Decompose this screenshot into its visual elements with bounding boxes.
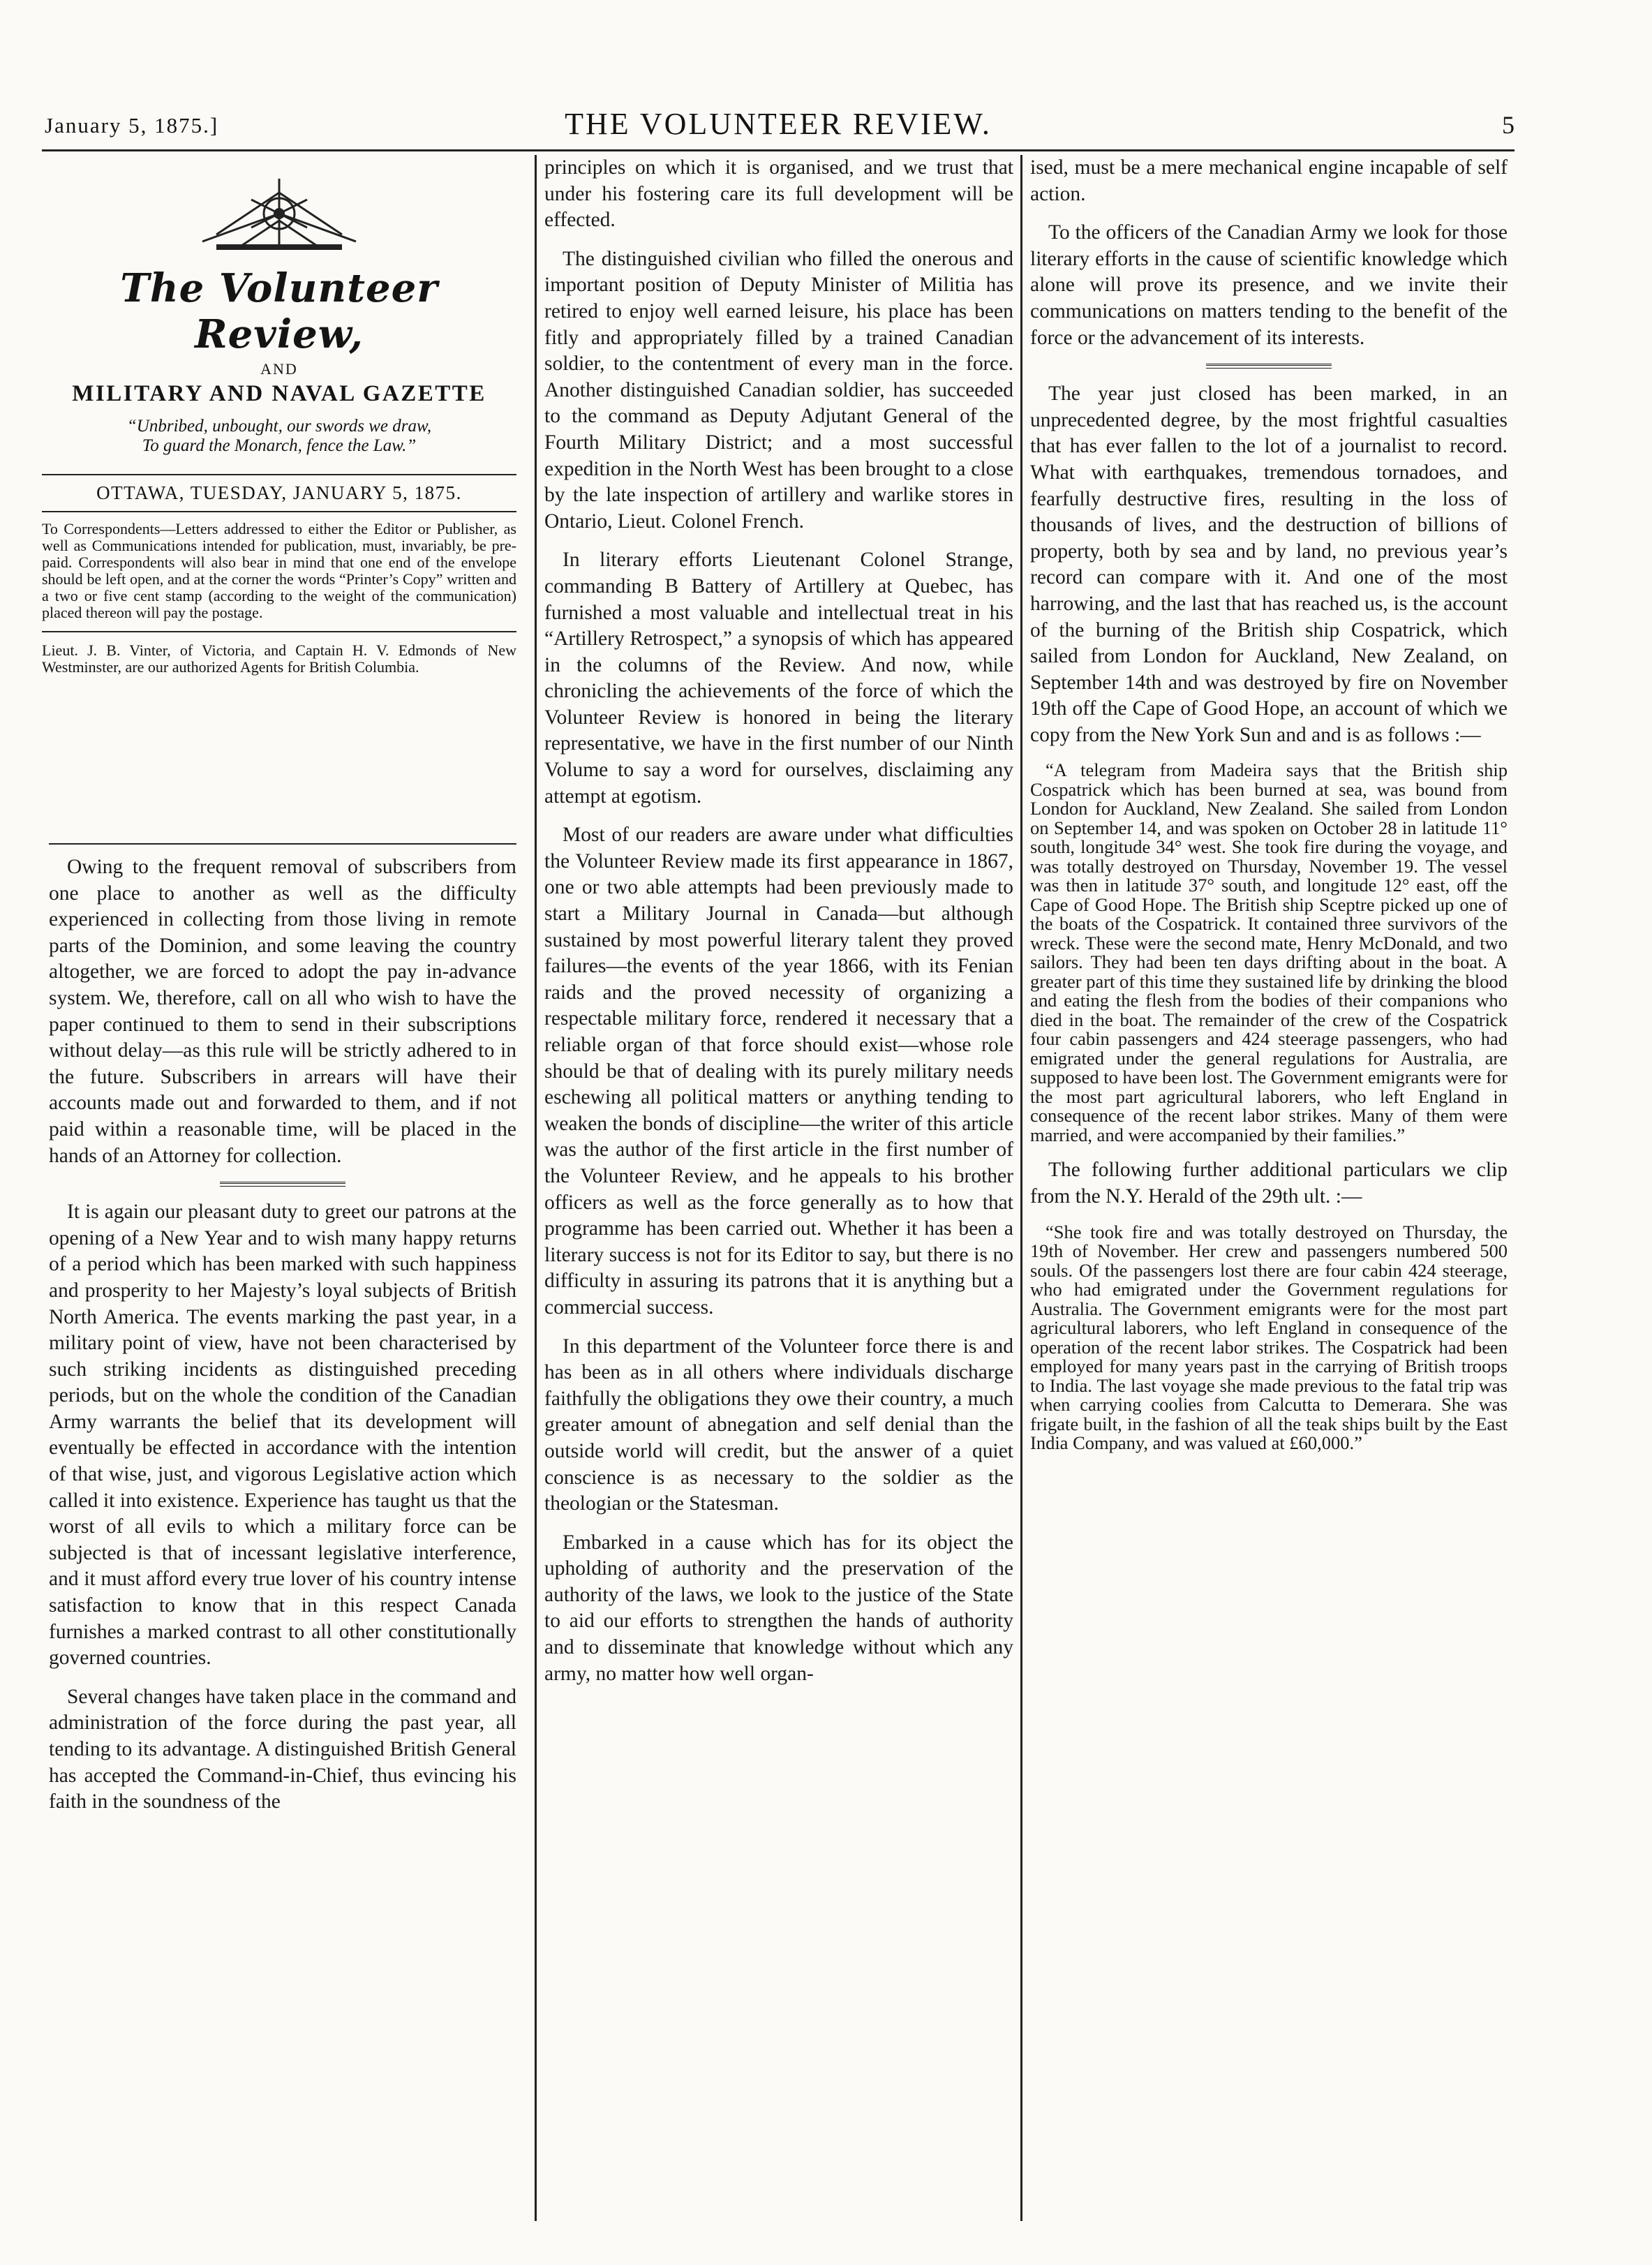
paragraph: Embarked in a cause which has for its object the upholding of authority and the preservation of the authority of the laws, we look to the justice of the State to aid our efforts to strengthen the hands of authority and to disseminate that knowledge without which any army, no matter how well organ- — [544, 1531, 1013, 1685]
crest-emblem-icon — [174, 172, 384, 255]
masthead-and: AND — [260, 360, 298, 378]
paragraph: The distinguished civilian who filled the onerous and important position of Deputy Minister of Militia has retired to enjoy well earned leisure, his place has been fitly and appropriately filled by a trained Canadian soldier, to the contentment of every man in the force. Another distinguished Canadian soldier, has succeeded to the command as Deputy Adjutant General of the Fourth Military District; and a most successful expedition in the North West has been brought to a close by the late inspection of artillery and warlike stores in Ontario, Lieut. Colonel French. — [544, 247, 1013, 533]
paragraph: In this department of the Volunteer force there is and has been as in all others where individuals discharge faithfully the obligations they owe their country, a much greater amount of abnegation and self denial than the outside world will credit, but the answer of a quiet conscience is as necessary to the soldier as the theologian or the Statesman. — [544, 1335, 1013, 1515]
column-rule-2 — [1020, 155, 1022, 2221]
notices — [42, 521, 516, 676]
running-header — [42, 105, 1515, 147]
column-3 — [1030, 155, 1508, 1466]
dateline: OTTAWA, TUESDAY, JANUARY 5, 1875. — [42, 474, 516, 512]
agents-notice: Lieut. J. B. Vinter, of Victoria, and Captain H. V. Edmonds of New Westminster, are our authorized Agents for British Columbia. — [42, 641, 516, 676]
page-number: 5 — [1502, 111, 1515, 139]
quoted-telegram: “A telegram from Madeira says that the British ship Cospatrick which has been burned at sea, was bound from London for Auckland, New Zealand. She sailed from London on September 14, and was spoken on October 28 in latitude 11° south, longitude 34° west. She took fire during the voyage, and was totally destroyed on Thursday, November 19. The vessel was then in latitude 37° south, and longitude 12° east, off the Cape of Good Hope. The British ship Sceptre picked up one of the boats of the Cospatrick. It contained three survivors of the wreck. These were the second mate, Henry McDonald, and two sailors. They had been ten days drifting about in the boat. A greater part of this time they sustained life by drinking the blood and eating the flesh from the bodies of their companions who died in the boat. The remainder of the crew of the Cospatrick four cabin passengers and 424 steerage passengers, who had emigrated under the general regulations for Australia, are supposed to have been lost. The Government emigrants were for the most part agricultural laborers, who left England in consequence of the recent labor strikes. Many of them were married, and were accompanied by their families.” — [1030, 759, 1508, 1145]
header-rule — [42, 149, 1515, 151]
divider — [49, 843, 516, 845]
column-2 — [544, 155, 1013, 1700]
paragraph: The year just closed has been marked, in an unprecedented degree, by the most frightful casualties that has ever fallen to the lot of a journalist to record. What with earthquakes, tremendous tornadoes, and fearfully destructive fires, resulting in the loss of thousands of lives, and the destruction of billions of property, both by sea and by land, no previous year’s record can compare with it. And one of the most harrowing, and the last that has reached us, is the account of the burning of the British ship Cospatrick, which sailed from London for Auckland, New Zealand, on September 14th and was destroyed by fire on November 19th off the Cape of Good Hope, an account of which we copy from the New York Sun and and is as follows :— — [1030, 383, 1508, 746]
divider — [1206, 364, 1332, 369]
paragraph: principles on which it is organised, and we trust that under his fostering care its full development will be effected. — [544, 156, 1013, 232]
paragraph: Most of our readers are aware under what difficulties the Volunteer Review made its first appearance in 1867, one or two able attempts had been previously made to start a Military Journal in Canada—but although sustained by most powerful literary talent they proved failures—the events of the year 1866, with its Fenian raids and the proved necessity of organizing a respectable military force, rendered it necessary that a reliable organ of that force should exist—whose role should be that of dealing with its purely military needs eschewing all political matters or anything tending to weaken the bonds of discipline—the writer of this article was the author of the first article in the first number of the Volunteer Review, and he appeals to his brother officers as well as the force generally as to how that programme has been carried out. Whether it has been a literary success is not for its Editor to say, but there is no difficulty in assuring its patrons that it is anything but a commercial success. — [544, 824, 1013, 1319]
paragraph: Owing to the frequent removal of subscribers from one place to another as well as the difficulty experienced in collecting from those living in remote parts of the Dominion, and some leaving the country altogether, we are forced to adopt the pay in-advance system. We, therefore, call on all who wish to have the paper continued to them to send in their subscriptions without delay—as this rule will be strictly adhered to in the future. Subscribers in arrears will have their accounts made out and forwarded to them, and if not paid within a reasonable time, will be placed in the hands of an Attorney for collection. — [49, 856, 516, 1167]
paragraph: Several changes have taken place in the command and administration of the force during the past year, all tending to its advantage. A distinguished British General has accepted the Command-in-Chief, thus evincing his faith in the soundness of the — [49, 1685, 516, 1813]
paragraph: It is again our pleasant duty to greet our patrons at the opening of a New Year and to wish many happy returns of a period which has been marked with such happiness and prosperity to her Majesty’s loyal subjects of British North America. The events marking the past year, in a military point of view, have not been characterised by such striking incidents as distinguished preceding periods, but on the whole the condition of the Canadian Army warrants the belief that its development will eventually be effected in accordance with the intention of that wise, just, and vigorous Legislative action which called it into existence. Experience has taught us that the worst of all evils to which a military force can be subjected is that of incessant legislative interference, and it must afford every true lover of his country intense satisfaction to know that in this respect Canada furnishes a marked contrast to all other constitutionally governed countries. — [49, 1201, 516, 1670]
to-correspondents-notice: To Correspondents—Letters addressed to either the Editor or Publisher, as well as Communications intended for publication, must, invariably, be pre-paid. Correspondents will also bear in mind that one end of the envelope should be left open, and at the corner the words “Printer’s Copy” written and a two or five cent stamp (according to the weight of the communication) placed thereon will pay the postage. — [42, 520, 516, 621]
motto-line: To guard the Monarch, fence the Law.” — [142, 436, 417, 455]
divider — [42, 631, 516, 632]
paragraph: The following further additional particulars we clip from the N.Y. Herald of the 29th ult. :— — [1030, 1159, 1508, 1208]
column-rule-1 — [535, 155, 537, 2221]
masthead-title: The Volunteer Review, — [120, 265, 438, 357]
masthead-subtitle: MILITARY AND NAVAL GAZETTE — [72, 381, 486, 406]
divider — [220, 1182, 345, 1187]
newspaper-title: THE VOLUNTEER REVIEW. — [565, 107, 992, 141]
masthead-motto — [42, 417, 516, 456]
paragraph: In literary efforts Lieutenant Colonel Strange, commanding B Battery of Artillery at Quebec, has furnished a most valuable and intellectual treat in his “Artillery Retrospect,” a synopsis of which has appeared in the columns of the Review. And now, while chronicling the achievements of the force of which the Volunteer Review is honored in being the literary representative, we have in the first number of our Ninth Volume to say a word for ourselves, disclaiming any attempt at egotism. — [544, 549, 1013, 808]
paragraph: To the officers of the Canadian Army we look for those literary efforts in the cause of scientific knowledge which alone will prove its presence, and we invite their communications on matters tending to the benefit of the force or the advancement of its interests. — [1030, 221, 1508, 349]
issue-date: January 5, 1875.] — [45, 113, 219, 138]
column-1 — [49, 843, 516, 1828]
paragraph: ised, must be a mere mechanical engine incapable of self action. — [1030, 156, 1508, 205]
quoted-herald: “She took fire and was totally destroyed on Thursday, the 19th of November. Her crew and passengers numbered 500 souls. Of the passengers lost there are four cabin 424 steerage, who had emigrated under the Government regulations for Australia. The Government emigrants were for the most part agricultural laborers, who left England in consequence of the operation of the recent labor strikes. The Cospatrick had been employed for many years past in the carrying of British troops to India. The last voyage she made previous to the fatal trip was when carrying coolies from Calcutta to Demerara. She was frigate built, in the fashion of all the teak ships built by the East India Company, and was valued at £60,000.” — [1030, 1221, 1508, 1454]
motto-line: “Unbribed, unbought, our swords we draw, — [126, 417, 432, 436]
masthead — [42, 155, 516, 683]
